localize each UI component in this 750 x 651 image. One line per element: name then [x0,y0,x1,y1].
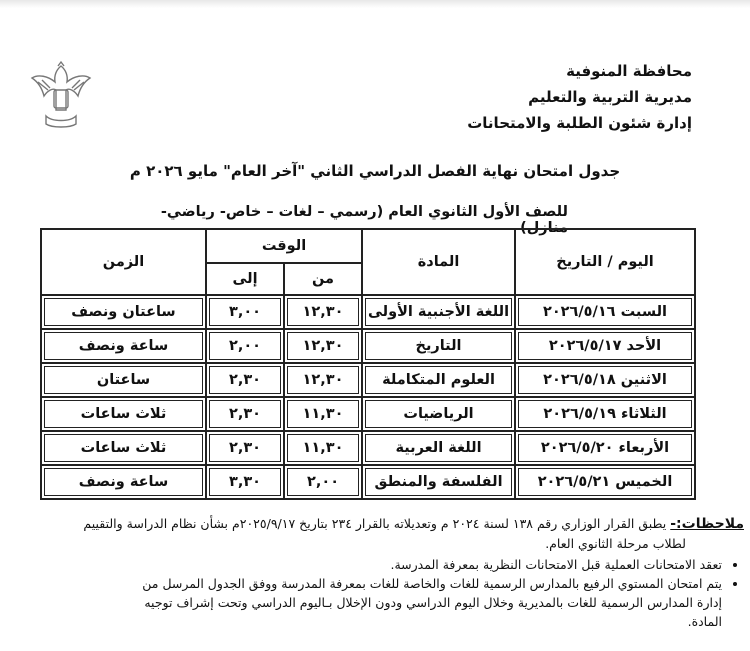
notes-list [8,555,744,593]
table-row [41,295,695,329]
note-item: • تعقد الامتحانات العملية قبل الامتحانات النظرية بمعرفة المدرسة. [8,555,722,574]
eagle-emblem-icon [28,60,94,132]
cell-day: الأحد ٢٠٢٦/٥/١٧ [515,329,695,363]
header-duration: الزمن [41,229,206,295]
cell-subject: الرياضيات [362,397,515,431]
cell-from: ١٢,٣٠ [284,295,362,329]
cell-to: ٢,٣٠ [206,397,284,431]
note-item: • يتم امتحان المستوي الرفيع بالمدارس الرسمية للغات والخاصة للغات بمعرفة المدرسة ووفق الجدول المرسل من [8,574,722,593]
cell-duration: ساعتان [41,363,206,397]
header-from: من [284,263,362,295]
note-item: إدارة المدارس الرسمية للغات بالمديرية وخلال اليوم الدراسي ودون الإخلال بـاليوم الدراسي وتحت إشراف توجيه [144,595,722,610]
cell-from: ١٢,٣٠ [284,363,362,397]
cell-subject: التاريخ [362,329,515,363]
cell-to: ٢,٣٠ [206,363,284,397]
cell-duration: ثلاث ساعات [41,431,206,465]
header-day-date: اليوم / التاريخ [515,229,695,295]
cell-duration: ساعتان ونصف [41,295,206,329]
header-department: إدارة شئون الطلبة والامتحانات [467,114,692,132]
cell-day: السبت ٢٠٢٦/٥/١٦ [515,295,695,329]
notes-label: ملاحظات:- [670,516,744,532]
scan-edge [0,0,750,8]
note-item: لطلاب مرحلة الثانوي العام. [545,536,686,551]
cell-day: الثلاثاء ٢٠٢٦/٥/١٩ [515,397,695,431]
exam-schedule-table [40,228,696,500]
notes-line-1 [8,514,744,534]
document-subtitle: للصف الأول الثانوي العام (رسمي – لغات – خاص- رياضي- منازل) [160,204,568,236]
cell-to: ٣,٠٠ [206,295,284,329]
document-title: جدول امتحان نهاية الفصل الدراسي الثاني "آخر العام" مايو ٢٠٢٦ م [129,162,621,180]
document-header [432,58,692,136]
cell-to: ٣,٣٠ [206,465,284,499]
header-subject: المادة [362,229,515,295]
table-row [41,465,695,499]
cell-to: ٢,٣٠ [206,431,284,465]
header-time: الوقت [206,229,362,263]
table-header-row [41,229,695,263]
cell-duration: ثلاث ساعات [41,397,206,431]
cell-from: ١١,٣٠ [284,397,362,431]
table-row [41,329,695,363]
header-governorate: محافظة المنوفية [566,62,692,80]
table-row [41,363,695,397]
header-directorate: مديرية التربية والتعليم [528,88,692,106]
cell-from: ١١,٣٠ [284,431,362,465]
table-row [41,397,695,431]
header-to: إلى [206,263,284,295]
table-row [41,431,695,465]
note-item: يطبق القرار الوزاري رقم ١٣٨ لسنة ٢٠٢٤ م وتعديلاته بالقرار ٢٣٤ بتاريخ ٢٠٢٥/٩/١٧م بشأن نظام الدراسة والتقييم [83,516,667,531]
cell-subject: العلوم المتكاملة [362,363,515,397]
cell-day: الخميس ٢٠٢٦/٥/٢١ [515,465,695,499]
cell-from: ١٢,٣٠ [284,329,362,363]
notes-section [8,514,744,631]
cell-day: الاثنين ٢٠٢٦/٥/١٨ [515,363,695,397]
cell-subject: الفلسفة والمنطق [362,465,515,499]
note-item: المادة. [687,614,722,629]
cell-duration: ساعة ونصف [41,465,206,499]
cell-to: ٢,٠٠ [206,329,284,363]
cell-subject: اللغة الأجنبية الأولى [362,295,515,329]
cell-duration: ساعة ونصف [41,329,206,363]
cell-subject: اللغة العربية [362,431,515,465]
cell-from: ٢,٠٠ [284,465,362,499]
cell-day: الأربعاء ٢٠٢٦/٥/٢٠ [515,431,695,465]
